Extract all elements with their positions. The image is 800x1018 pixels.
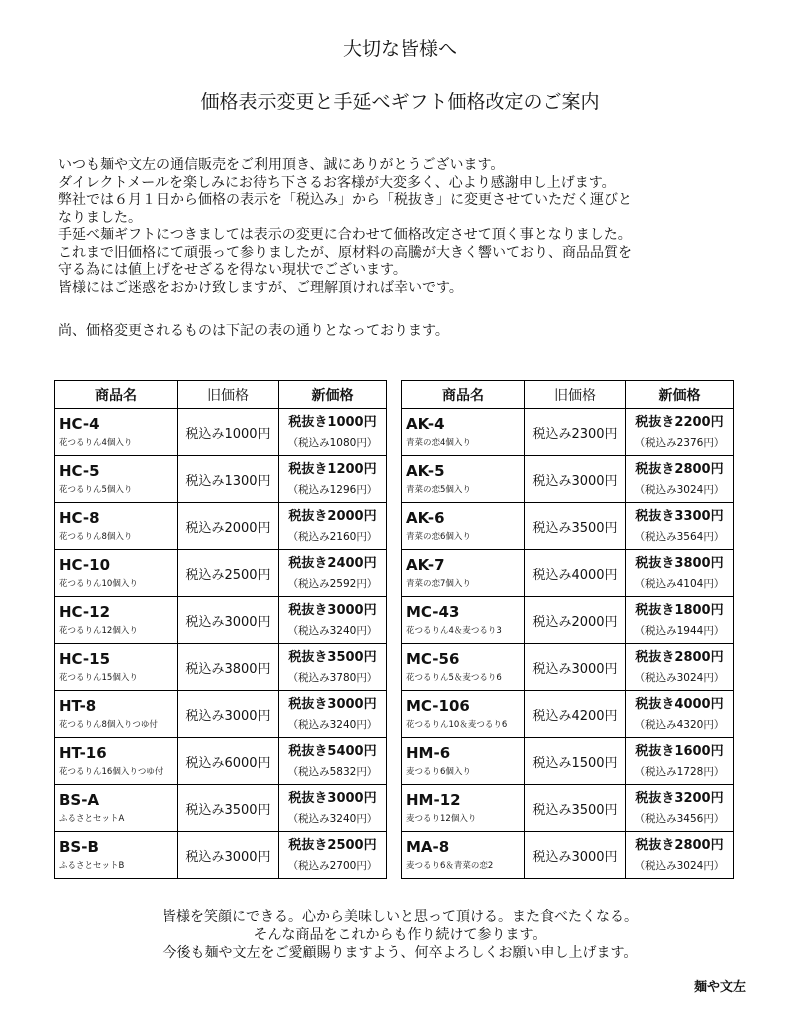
- new-price-cell: [626, 456, 734, 503]
- closing-line: 今後も麺や文左をご愛顧賜りますよう、何卒よろしくお願い申し上げます。: [162, 945, 638, 961]
- new-price-incl-tax: （税込み3024円）: [634, 484, 725, 496]
- product-description: 花つるりん4個入り: [59, 438, 133, 448]
- product-description: 青菜の恋5個入り: [406, 485, 471, 495]
- product-description: 青菜の恋4個入り: [406, 438, 471, 448]
- table-row: [55, 644, 387, 691]
- signature: 麺や文左: [693, 980, 746, 995]
- product-cell: [402, 597, 525, 644]
- new-price-incl-tax: （税込み1080円）: [287, 437, 378, 449]
- product-code: HM-12: [406, 791, 461, 809]
- product-code: AK-7: [406, 556, 445, 574]
- closing-text: [0, 908, 800, 962]
- old-price: 税込み3500円: [525, 503, 626, 550]
- table-row: [402, 785, 734, 832]
- table-row: [402, 691, 734, 738]
- table-row: [55, 456, 387, 503]
- new-price-cell: [279, 503, 387, 550]
- product-description: 花つるりん4＆麦つるり3: [406, 626, 502, 636]
- product-code: HC-15: [59, 650, 111, 668]
- product-description: 花つるりん10個入り: [59, 579, 138, 589]
- old-price: 税込み4200円: [525, 691, 626, 738]
- old-price: 税込み2300円: [525, 409, 626, 456]
- intro-line: なりました。: [58, 209, 142, 226]
- new-price-incl-tax: （税込み3024円）: [634, 860, 725, 872]
- old-price: 税込み1300円: [178, 456, 279, 503]
- intro-line: ダイレクトメールを楽しみにお待ち下さるお客様が大変多く、心より感謝申し上げます。: [58, 174, 616, 191]
- product-code: MA-8: [406, 838, 450, 856]
- old-price: 税込み3000円: [525, 456, 626, 503]
- product-cell: [55, 738, 178, 785]
- product-description: 花つるりん15個入り: [59, 673, 138, 683]
- product-cell: [402, 550, 525, 597]
- table-row: [402, 456, 734, 503]
- old-price: 税込み3000円: [525, 644, 626, 691]
- old-price: 税込み3000円: [525, 832, 626, 879]
- new-price-incl-tax: （税込み2160円）: [287, 531, 378, 543]
- product-description: 麦つるり12個入り: [406, 814, 477, 824]
- product-cell: [402, 456, 525, 503]
- new-price-excl-tax: 税抜き2800円: [635, 462, 724, 477]
- old-price: 税込み3500円: [178, 785, 279, 832]
- new-price-excl-tax: 税抜き3000円: [288, 603, 377, 618]
- product-code: HC-4: [59, 415, 100, 433]
- product-description: 花つるりん5＆麦つるり6: [406, 673, 502, 683]
- new-price-excl-tax: 税抜き3000円: [288, 791, 377, 806]
- table-row: [402, 550, 734, 597]
- product-description: 花つるりん5個入り: [59, 485, 133, 495]
- new-price-cell: [626, 409, 734, 456]
- product-cell: [55, 456, 178, 503]
- product-code: AK-6: [406, 509, 445, 527]
- product-code: HC-12: [59, 603, 111, 621]
- old-price: 税込み2500円: [178, 550, 279, 597]
- old-price: 税込み6000円: [178, 738, 279, 785]
- product-description: 花つるりん8個入りつゆ付: [59, 720, 158, 730]
- new-price-incl-tax: （税込み2592円）: [287, 578, 378, 590]
- product-description: 青菜の恋6個入り: [406, 532, 471, 542]
- old-price: 税込み4000円: [525, 550, 626, 597]
- product-description: 麦つるり6＆青菜の恋2: [406, 861, 494, 871]
- new-price-excl-tax: 税抜き1200円: [288, 462, 377, 477]
- new-price-cell: [626, 691, 734, 738]
- header-product-name: 商品名: [402, 381, 525, 409]
- intro-line: 皆様にはご迷惑をおかけ致しますが、ご理解頂ければ幸いです。: [58, 279, 463, 296]
- new-price-excl-tax: 税抜き1600円: [635, 744, 724, 759]
- table-row: [402, 738, 734, 785]
- product-cell: [55, 550, 178, 597]
- table-row: [402, 503, 734, 550]
- table-row: [402, 409, 734, 456]
- old-price: 税込み2000円: [178, 503, 279, 550]
- new-price-cell: [626, 644, 734, 691]
- product-cell: [55, 785, 178, 832]
- product-description: 花つるりん12個入り: [59, 626, 138, 636]
- product-cell: [402, 409, 525, 456]
- new-price-cell: [279, 409, 387, 456]
- product-code: HM-6: [406, 744, 451, 762]
- table-row: [402, 644, 734, 691]
- new-price-incl-tax: （税込み3024円）: [634, 672, 725, 684]
- new-price-excl-tax: 税抜き3500円: [288, 650, 377, 665]
- product-code: MC-56: [406, 650, 460, 668]
- intro-line: これまで旧価格にて頑張って参りましたが、原材料の高騰が大きく響いており、商品品質を: [58, 244, 632, 261]
- new-price-incl-tax: （税込み3780円）: [287, 672, 378, 684]
- old-price: 税込み3800円: [178, 644, 279, 691]
- product-code: AK-5: [406, 462, 445, 480]
- new-price-cell: [279, 785, 387, 832]
- new-price-excl-tax: 税抜き2500円: [288, 838, 377, 853]
- product-code: AK-4: [406, 415, 445, 433]
- price-table-left: [54, 380, 387, 879]
- product-description: 麦つるり6個入り: [406, 767, 471, 777]
- new-price-cell: [626, 503, 734, 550]
- new-price-incl-tax: （税込み3240円）: [287, 625, 378, 637]
- intro-line: 弊社では６月１日から価格の表示を「税込み」から「税抜き」に変更させていただく運びと: [58, 192, 632, 208]
- new-price-incl-tax: （税込み1296円）: [287, 484, 378, 496]
- new-price-incl-tax: （税込み5832円）: [287, 766, 378, 778]
- new-price-cell: [626, 832, 734, 879]
- product-cell: [402, 503, 525, 550]
- old-price: 税込み3500円: [525, 785, 626, 832]
- product-cell: [55, 409, 178, 456]
- new-price-incl-tax: （税込み3564円）: [634, 531, 725, 543]
- header-old-price: 旧価格: [178, 381, 279, 409]
- old-price: 税込み3000円: [178, 597, 279, 644]
- intro-text: [58, 157, 758, 297]
- product-description: 花つるりん8個入り: [59, 532, 133, 542]
- old-price: 税込み2000円: [525, 597, 626, 644]
- new-price-excl-tax: 税抜き2800円: [635, 838, 724, 853]
- new-price-cell: [626, 785, 734, 832]
- product-cell: [402, 832, 525, 879]
- product-description: ふるさとセットB: [59, 861, 125, 871]
- new-price-excl-tax: 税抜き3000円: [288, 697, 377, 712]
- product-code: HC-8: [59, 509, 100, 527]
- old-price: 税込み3000円: [178, 832, 279, 879]
- table-row: [55, 409, 387, 456]
- product-code: HC-5: [59, 462, 100, 480]
- product-code: HT-16: [59, 744, 107, 762]
- header-product-name: 商品名: [55, 381, 178, 409]
- old-price: 税込み1500円: [525, 738, 626, 785]
- header-new-price: 新価格: [279, 381, 387, 409]
- new-price-cell: [626, 550, 734, 597]
- product-code: MC-43: [406, 603, 460, 621]
- new-price-incl-tax: （税込み2376円）: [634, 437, 725, 449]
- greeting-heading: 大切な皆様へ: [342, 38, 457, 60]
- new-price-excl-tax: 税抜き2000円: [288, 509, 377, 524]
- product-code: BS-B: [59, 838, 99, 856]
- table-row: [55, 503, 387, 550]
- new-price-cell: [279, 738, 387, 785]
- table-row: [55, 785, 387, 832]
- intro-line: いつも麺や文左の通信販売をご利用頂き、誠にありがとうございます。: [58, 157, 505, 173]
- intro-line: 守る為には値上げをせざるを得ない現状でございます。: [58, 262, 407, 278]
- product-code: BS-A: [59, 791, 100, 809]
- closing-line: そんな商品をこれからも作り続けて参ります。: [253, 927, 547, 943]
- new-price-excl-tax: 税抜き1800円: [635, 603, 724, 618]
- new-price-excl-tax: 税抜き1000円: [288, 415, 377, 430]
- new-price-incl-tax: （税込み3240円）: [287, 719, 378, 731]
- new-price-cell: [626, 597, 734, 644]
- page-title: 価格表示変更と手延べギフト価格改定のご案内: [200, 91, 600, 113]
- table-row: [55, 832, 387, 879]
- new-price-excl-tax: 税抜き4000円: [635, 697, 724, 712]
- new-price-excl-tax: 税抜き3800円: [635, 556, 724, 571]
- product-cell: [402, 785, 525, 832]
- notice-text: 尚、価格変更されるものは下記の表の通りとなっております。: [58, 323, 449, 339]
- product-description: 花つるりん16個入りつゆ付: [59, 767, 164, 777]
- new-price-incl-tax: （税込み4320円）: [634, 719, 725, 731]
- product-code: HC-10: [59, 556, 111, 574]
- new-price-excl-tax: 税抜き2200円: [635, 415, 724, 430]
- new-price-cell: [279, 691, 387, 738]
- new-price-excl-tax: 税抜き2400円: [288, 556, 377, 571]
- new-price-cell: [626, 738, 734, 785]
- table-row: [55, 550, 387, 597]
- closing-line: 皆様を笑顔にできる。心から美味しいと思って頂ける。また食べたくなる。: [162, 909, 638, 925]
- intro-line: 手延べ麺ギフトにつきましては表示の変更に合わせて価格改定させて頂く事となりました。: [58, 227, 632, 243]
- price-table-right: [401, 380, 734, 879]
- product-description: 青菜の恋7個入り: [406, 579, 471, 589]
- product-cell: [402, 738, 525, 785]
- old-price: 税込み3000円: [178, 691, 279, 738]
- table-row: [55, 691, 387, 738]
- table-row: [402, 832, 734, 879]
- product-cell: [55, 597, 178, 644]
- new-price-excl-tax: 税抜き5400円: [288, 744, 377, 759]
- product-cell: [55, 832, 178, 879]
- new-price-excl-tax: 税抜き2800円: [635, 650, 724, 665]
- new-price-incl-tax: （税込み3456円）: [634, 813, 725, 825]
- new-price-cell: [279, 456, 387, 503]
- header-old-price: 旧価格: [525, 381, 626, 409]
- new-price-excl-tax: 税抜き3300円: [635, 509, 724, 524]
- product-description: ふるさとセットA: [59, 814, 125, 824]
- table-row: [55, 597, 387, 644]
- table-row: [55, 738, 387, 785]
- product-cell: [55, 503, 178, 550]
- product-cell: [402, 691, 525, 738]
- new-price-incl-tax: （税込み4104円）: [634, 578, 725, 590]
- new-price-incl-tax: （税込み2700円）: [287, 860, 378, 872]
- new-price-incl-tax: （税込み1728円）: [634, 766, 725, 778]
- new-price-cell: [279, 597, 387, 644]
- product-cell: [402, 644, 525, 691]
- new-price-excl-tax: 税抜き3200円: [635, 791, 724, 806]
- new-price-cell: [279, 644, 387, 691]
- product-code: MC-106: [406, 697, 470, 715]
- new-price-cell: [279, 550, 387, 597]
- new-price-cell: [279, 832, 387, 879]
- product-code: HT-8: [59, 697, 97, 715]
- product-cell: [55, 691, 178, 738]
- new-price-incl-tax: （税込み3240円）: [287, 813, 378, 825]
- old-price: 税込み1000円: [178, 409, 279, 456]
- table-row: [402, 597, 734, 644]
- product-description: 花つるりん10＆麦つるり6: [406, 720, 508, 730]
- header-new-price: 新価格: [626, 381, 734, 409]
- product-cell: [55, 644, 178, 691]
- new-price-incl-tax: （税込み1944円）: [634, 625, 725, 637]
